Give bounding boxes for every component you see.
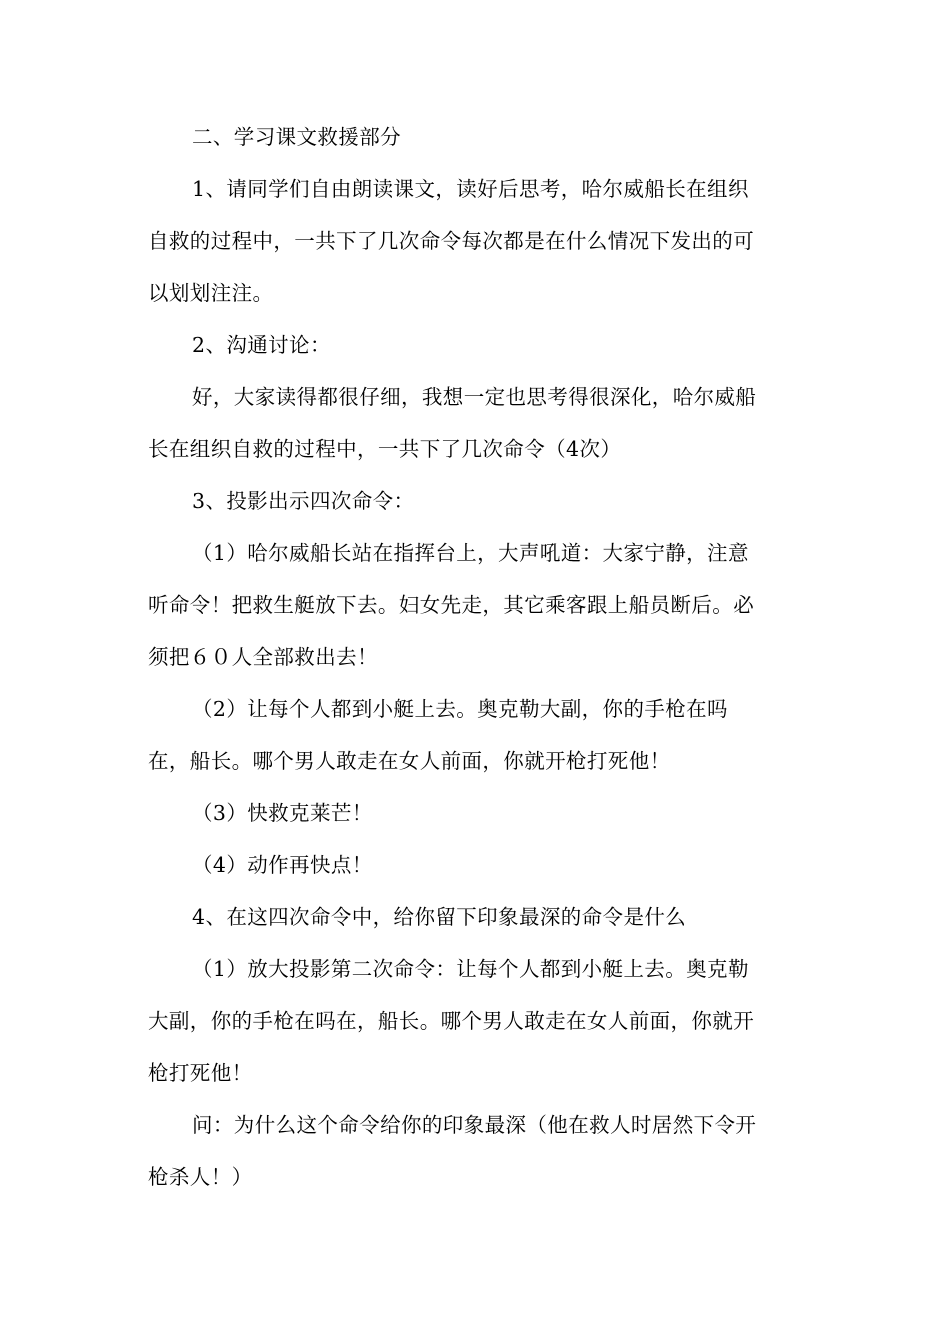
paragraph-line: （4）动作再快点！ — [192, 853, 373, 877]
paragraph-line: 4、在这四次命令中，给你留下印象最深的命令是什么 — [192, 905, 687, 929]
paragraph-line: （2）让每个人都到小艇上去。奥克勒大副，你的手枪在吗 — [192, 697, 728, 721]
paragraph-line: 2、沟通讨论： — [192, 333, 331, 357]
paragraph-line: 在，船长。哪个男人敢走在女人前面，你就开枪打死他！ — [148, 749, 671, 773]
paragraph-line: 自救的过程中，一共下了几次命令每次都是在什么情况下发出的可 — [148, 229, 755, 253]
paragraph-line: （3）快救克莱芒！ — [192, 801, 373, 825]
paragraph-line: 问：为什么这个命令给你的印象最深（他在救人时居然下令开 — [192, 1113, 757, 1137]
paragraph-line: 1、请同学们自由朗读课文，读好后思考，哈尔威船长在组织 — [192, 177, 749, 201]
paragraph-line: 大副，你的手枪在吗在，船长。哪个男人敢走在女人前面，你就开 — [148, 1009, 755, 1033]
paragraph-line: 听命令！把救生艇放下去。妇女先走，其它乘客跟上船员断后。必 — [148, 593, 755, 617]
paragraph-line: 好，大家读得都很仔细，我想一定也思考得很深化，哈尔威船 — [192, 385, 757, 409]
paragraph-line: 3、投影出示四次命令： — [192, 489, 415, 513]
paragraph-line: 以划划注注。 — [148, 281, 274, 305]
paragraph-line: 枪杀人！） — [148, 1165, 253, 1189]
paragraph-line: （1）放大投影第二次命令：让每个人都到小艇上去。奥克勒 — [192, 957, 749, 981]
section-heading: 二、学习课文救援部分 — [192, 125, 401, 149]
paragraph-line: 长在组织自救的过程中，一共下了几次命令（4次） — [148, 437, 622, 461]
paragraph-line: （1）哈尔威船长站在指挥台上，大声吼道：大家宁静，注意 — [192, 541, 749, 565]
paragraph-line: 枪打死他！ — [148, 1061, 253, 1085]
paragraph-line: 须把６０人全部救出去！ — [148, 645, 378, 669]
